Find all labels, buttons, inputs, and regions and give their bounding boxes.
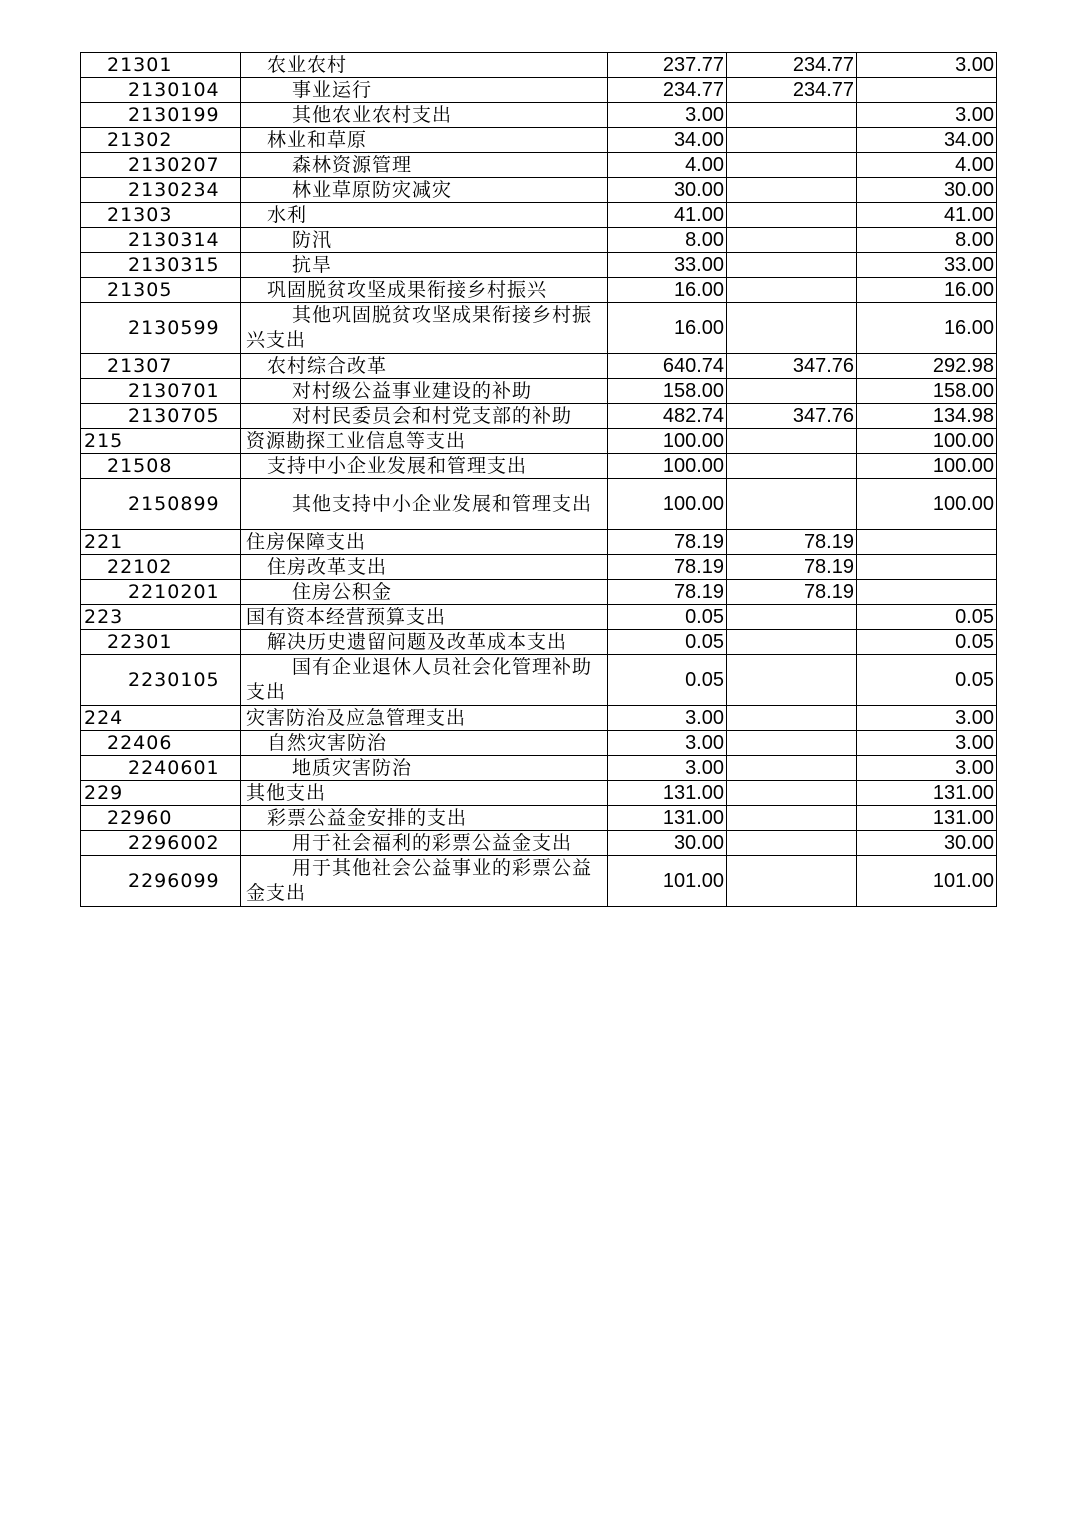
- basic-expenditure-cell: 347.76: [727, 404, 857, 429]
- subject-code-cell: 2130104: [81, 78, 241, 103]
- subject-code-cell: 22960: [81, 806, 241, 831]
- project-expenditure-cell: 100.00: [857, 454, 997, 479]
- basic-expenditure-cell: [727, 128, 857, 153]
- total-amount-cell: 30.00: [608, 178, 727, 203]
- table-row: [81, 555, 997, 580]
- subject-name-cell: 其他支出: [241, 781, 608, 806]
- table-row: [81, 479, 997, 530]
- total-amount-cell: 78.19: [608, 555, 727, 580]
- basic-expenditure-cell: [727, 630, 857, 655]
- table-row: [81, 379, 997, 404]
- basic-expenditure-cell: [727, 479, 857, 530]
- table-row: [81, 429, 997, 454]
- basic-expenditure-cell: 78.19: [727, 580, 857, 605]
- subject-code-cell: 2130315: [81, 253, 241, 278]
- project-expenditure-cell: 131.00: [857, 781, 997, 806]
- subject-code-cell: 21303: [81, 203, 241, 228]
- total-amount-cell: 8.00: [608, 228, 727, 253]
- basic-expenditure-cell: [727, 831, 857, 856]
- basic-expenditure-cell: [727, 379, 857, 404]
- table-row: [81, 756, 997, 781]
- subject-code-cell: 21508: [81, 454, 241, 479]
- subject-name-cell: 水利: [241, 203, 608, 228]
- subject-code-cell: 2130207: [81, 153, 241, 178]
- table-row: [81, 655, 997, 706]
- table-row: [81, 856, 997, 907]
- total-amount-cell: 237.77: [608, 53, 727, 78]
- basic-expenditure-cell: [727, 203, 857, 228]
- basic-expenditure-cell: [727, 228, 857, 253]
- project-expenditure-cell: 100.00: [857, 479, 997, 530]
- project-expenditure-cell: 292.98: [857, 354, 997, 379]
- subject-code-cell: 2130701: [81, 379, 241, 404]
- subject-name-cell: 住房保障支出: [241, 530, 608, 555]
- project-expenditure-cell: 0.05: [857, 605, 997, 630]
- subject-name-cell: 事业运行: [241, 78, 608, 103]
- subject-name-cell: 国有企业退休人员社会化管理补助支出: [241, 655, 608, 706]
- subject-code-cell: 2130599: [81, 303, 241, 354]
- subject-code-cell: 2150899: [81, 479, 241, 530]
- total-amount-cell: 78.19: [608, 530, 727, 555]
- total-amount-cell: 640.74: [608, 354, 727, 379]
- table-row: [81, 153, 997, 178]
- total-amount-cell: 100.00: [608, 479, 727, 530]
- project-expenditure-cell: 100.00: [857, 429, 997, 454]
- project-expenditure-cell: 3.00: [857, 103, 997, 128]
- total-amount-cell: 3.00: [608, 706, 727, 731]
- table-row: [81, 228, 997, 253]
- table-row: [81, 53, 997, 78]
- total-amount-cell: 131.00: [608, 781, 727, 806]
- table-row: [81, 78, 997, 103]
- total-amount-cell: 30.00: [608, 831, 727, 856]
- table-row: [81, 454, 997, 479]
- subject-name-cell: 对村级公益事业建设的补助: [241, 379, 608, 404]
- basic-expenditure-cell: [727, 781, 857, 806]
- basic-expenditure-cell: [727, 178, 857, 203]
- table-row: [81, 404, 997, 429]
- basic-expenditure-cell: [727, 856, 857, 907]
- project-expenditure-cell: 134.98: [857, 404, 997, 429]
- table-row: [81, 831, 997, 856]
- basic-expenditure-cell: 78.19: [727, 555, 857, 580]
- subject-code-cell: 221: [81, 530, 241, 555]
- basic-expenditure-cell: [727, 429, 857, 454]
- subject-code-cell: 2130705: [81, 404, 241, 429]
- project-expenditure-cell: 30.00: [857, 178, 997, 203]
- subject-code-cell: 22406: [81, 731, 241, 756]
- basic-expenditure-cell: [727, 253, 857, 278]
- subject-name-cell: 防汛: [241, 228, 608, 253]
- basic-expenditure-cell: [727, 153, 857, 178]
- subject-code-cell: 21302: [81, 128, 241, 153]
- project-expenditure-cell: [857, 555, 997, 580]
- table-row: [81, 203, 997, 228]
- project-expenditure-cell: 34.00: [857, 128, 997, 153]
- total-amount-cell: 131.00: [608, 806, 727, 831]
- subject-name-cell: 其他巩固脱贫攻坚成果衔接乡村振兴支出: [241, 303, 608, 354]
- subject-name-cell: 森林资源管理: [241, 153, 608, 178]
- basic-expenditure-cell: [727, 806, 857, 831]
- subject-name-cell: 自然灾害防治: [241, 731, 608, 756]
- table-row: [81, 630, 997, 655]
- project-expenditure-cell: 158.00: [857, 379, 997, 404]
- basic-expenditure-cell: [727, 756, 857, 781]
- table-row: [81, 128, 997, 153]
- basic-expenditure-cell: 347.76: [727, 354, 857, 379]
- basic-expenditure-cell: 78.19: [727, 530, 857, 555]
- basic-expenditure-cell: [727, 303, 857, 354]
- table-row: [81, 731, 997, 756]
- total-amount-cell: 16.00: [608, 278, 727, 303]
- subject-name-cell: 其他支持中小企业发展和管理支出: [241, 479, 608, 530]
- project-expenditure-cell: 8.00: [857, 228, 997, 253]
- table-row: [81, 278, 997, 303]
- subject-code-cell: 2230105: [81, 655, 241, 706]
- subject-code-cell: 223: [81, 605, 241, 630]
- basic-expenditure-cell: 234.77: [727, 78, 857, 103]
- table-row: [81, 178, 997, 203]
- total-amount-cell: 3.00: [608, 103, 727, 128]
- subject-name-cell: 灾害防治及应急管理支出: [241, 706, 608, 731]
- basic-expenditure-cell: [727, 278, 857, 303]
- subject-name-cell: 住房改革支出: [241, 555, 608, 580]
- subject-name-cell: 解决历史遗留问题及改革成本支出: [241, 630, 608, 655]
- subject-name-cell: 资源勘探工业信息等支出: [241, 429, 608, 454]
- table-row: [81, 605, 997, 630]
- total-amount-cell: 100.00: [608, 429, 727, 454]
- subject-name-cell: 住房公积金: [241, 580, 608, 605]
- basic-expenditure-cell: [727, 706, 857, 731]
- subject-code-cell: 2130314: [81, 228, 241, 253]
- project-expenditure-cell: 3.00: [857, 756, 997, 781]
- total-amount-cell: 0.05: [608, 605, 727, 630]
- subject-name-cell: 农业农村: [241, 53, 608, 78]
- total-amount-cell: 4.00: [608, 153, 727, 178]
- total-amount-cell: 158.00: [608, 379, 727, 404]
- basic-expenditure-cell: 234.77: [727, 53, 857, 78]
- project-expenditure-cell: 16.00: [857, 278, 997, 303]
- subject-code-cell: 2240601: [81, 756, 241, 781]
- total-amount-cell: 3.00: [608, 731, 727, 756]
- subject-code-cell: 2130199: [81, 103, 241, 128]
- table-row: [81, 530, 997, 555]
- project-expenditure-cell: 30.00: [857, 831, 997, 856]
- project-expenditure-cell: 101.00: [857, 856, 997, 907]
- subject-code-cell: 2296099: [81, 856, 241, 907]
- subject-name-cell: 对村民委员会和村党支部的补助: [241, 404, 608, 429]
- project-expenditure-cell: [857, 78, 997, 103]
- table-row: [81, 781, 997, 806]
- subject-name-cell: 彩票公益金安排的支出: [241, 806, 608, 831]
- subject-name-cell: 其他农业农村支出: [241, 103, 608, 128]
- basic-expenditure-cell: [727, 731, 857, 756]
- subject-code-cell: 2130234: [81, 178, 241, 203]
- subject-code-cell: 21305: [81, 278, 241, 303]
- subject-name-cell: 支持中小企业发展和管理支出: [241, 454, 608, 479]
- total-amount-cell: 34.00: [608, 128, 727, 153]
- project-expenditure-cell: 3.00: [857, 706, 997, 731]
- subject-code-cell: 22102: [81, 555, 241, 580]
- subject-code-cell: 2296002: [81, 831, 241, 856]
- subject-code-cell: 22301: [81, 630, 241, 655]
- basic-expenditure-cell: [727, 454, 857, 479]
- subject-name-cell: 林业和草原: [241, 128, 608, 153]
- table-row: [81, 253, 997, 278]
- project-expenditure-cell: 3.00: [857, 731, 997, 756]
- project-expenditure-cell: 33.00: [857, 253, 997, 278]
- table-row: [81, 303, 997, 354]
- table-row: [81, 354, 997, 379]
- project-expenditure-cell: 41.00: [857, 203, 997, 228]
- total-amount-cell: 482.74: [608, 404, 727, 429]
- subject-name-cell: 林业草原防灾减灾: [241, 178, 608, 203]
- basic-expenditure-cell: [727, 655, 857, 706]
- table-row: [81, 103, 997, 128]
- project-expenditure-cell: [857, 580, 997, 605]
- table-row: [81, 706, 997, 731]
- project-expenditure-cell: 4.00: [857, 153, 997, 178]
- total-amount-cell: 0.05: [608, 630, 727, 655]
- project-expenditure-cell: 16.00: [857, 303, 997, 354]
- budget-table: [80, 52, 997, 907]
- subject-name-cell: 巩固脱贫攻坚成果衔接乡村振兴: [241, 278, 608, 303]
- total-amount-cell: 234.77: [608, 78, 727, 103]
- subject-name-cell: 抗旱: [241, 253, 608, 278]
- basic-expenditure-cell: [727, 605, 857, 630]
- budget-table-body: [81, 53, 997, 907]
- total-amount-cell: 78.19: [608, 580, 727, 605]
- total-amount-cell: 100.00: [608, 454, 727, 479]
- subject-code-cell: 21307: [81, 354, 241, 379]
- total-amount-cell: 0.05: [608, 655, 727, 706]
- total-amount-cell: 101.00: [608, 856, 727, 907]
- subject-code-cell: 215: [81, 429, 241, 454]
- subject-name-cell: 用于社会福利的彩票公益金支出: [241, 831, 608, 856]
- basic-expenditure-cell: [727, 103, 857, 128]
- subject-name-cell: 国有资本经营预算支出: [241, 605, 608, 630]
- table-row: [81, 806, 997, 831]
- subject-name-cell: 地质灾害防治: [241, 756, 608, 781]
- subject-code-cell: 2210201: [81, 580, 241, 605]
- subject-name-cell: 农村综合改革: [241, 354, 608, 379]
- subject-code-cell: 229: [81, 781, 241, 806]
- total-amount-cell: 41.00: [608, 203, 727, 228]
- table-row: [81, 580, 997, 605]
- subject-code-cell: 224: [81, 706, 241, 731]
- project-expenditure-cell: 3.00: [857, 53, 997, 78]
- total-amount-cell: 16.00: [608, 303, 727, 354]
- project-expenditure-cell: 131.00: [857, 806, 997, 831]
- project-expenditure-cell: [857, 530, 997, 555]
- total-amount-cell: 33.00: [608, 253, 727, 278]
- project-expenditure-cell: 0.05: [857, 630, 997, 655]
- subject-name-cell: 用于其他社会公益事业的彩票公益金支出: [241, 856, 608, 907]
- total-amount-cell: 3.00: [608, 756, 727, 781]
- subject-code-cell: 21301: [81, 53, 241, 78]
- project-expenditure-cell: 0.05: [857, 655, 997, 706]
